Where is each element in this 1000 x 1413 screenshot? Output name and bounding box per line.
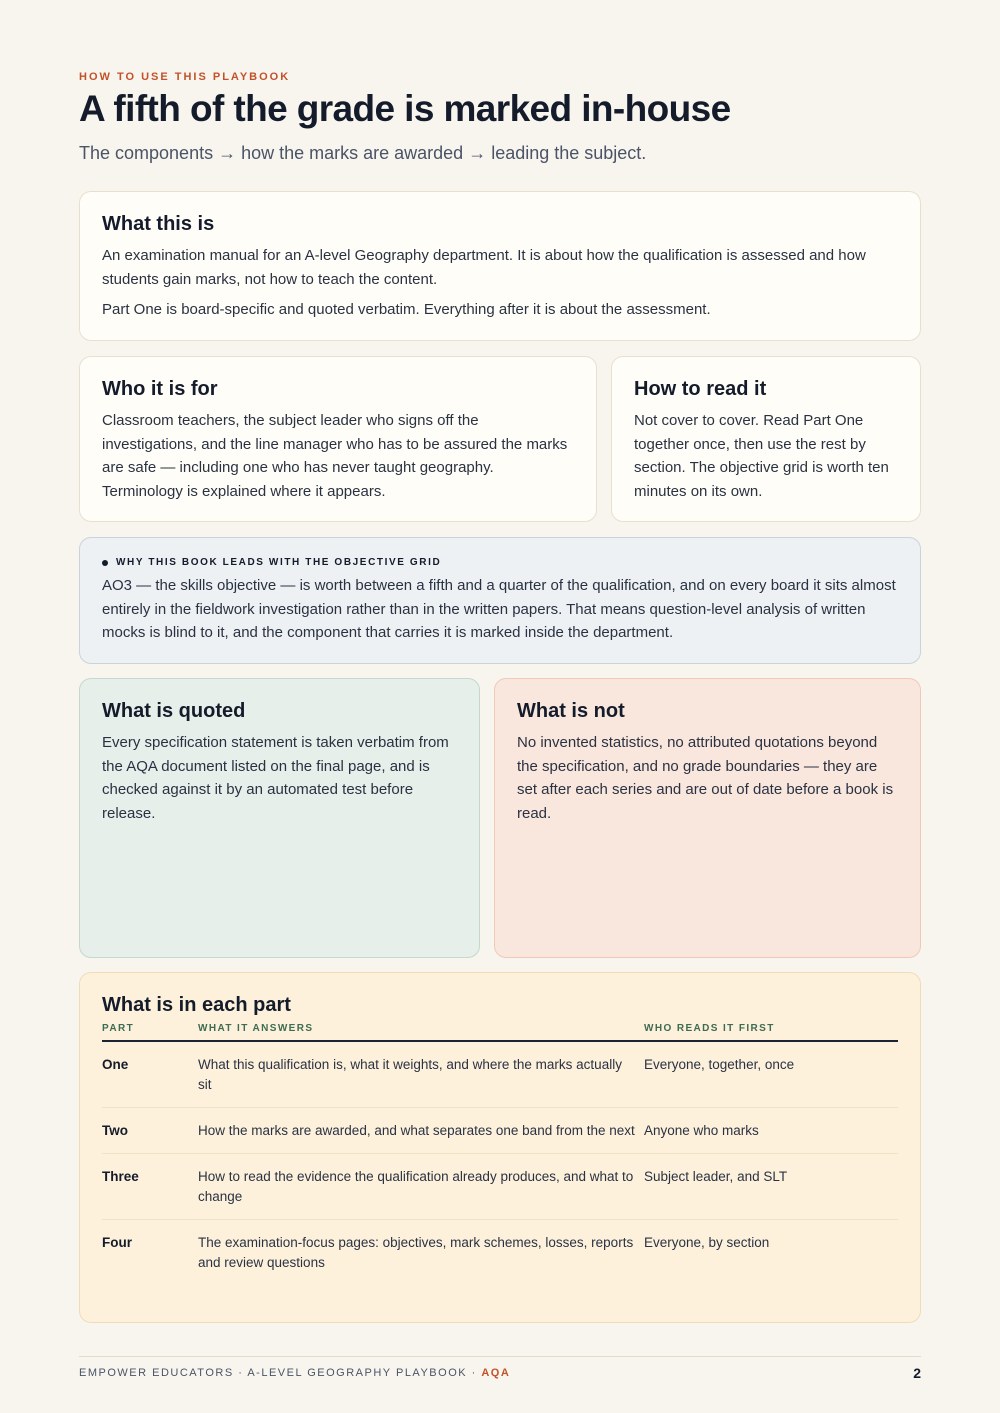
table-row	[102, 1154, 898, 1220]
how-to-read-card	[611, 356, 921, 522]
what-this-is-paragraph: Part One is board-specific and quoted verbatim. Everything after it is about the assessment.	[102, 301, 711, 318]
table-row	[102, 1220, 898, 1286]
reader-cell: Everyone, by section	[644, 1235, 770, 1250]
parts-table	[102, 1023, 898, 1285]
reader-cell: Subject leader, and SLT	[644, 1154, 898, 1220]
why-objective-grid-callout	[79, 537, 921, 664]
page-number: 2	[913, 1365, 921, 1381]
what-is-quoted-body: Every specification statement is taken verbatim from the AQA document listed on the final page, and is checked against it by an automated test before release.	[102, 734, 449, 822]
what-is-not-body: No invented statistics, no attributed quotations beyond the specification, and no grade boundaries — they are set after each series and are out of date before a book is read.	[517, 734, 894, 822]
footer-text	[79, 1367, 510, 1379]
table-row	[102, 1108, 898, 1154]
page-subtitle: The components → how the marks are awarded → leading the subject.	[79, 143, 647, 163]
column-header-part: PART	[102, 1023, 198, 1041]
what-is-not-heading: What is not	[517, 700, 625, 722]
footer-publisher: EMPOWER EDUCATORS · A-LEVEL GEOGRAPHY PLAYBOOK ·	[79, 1367, 482, 1379]
bullet-dot-icon	[102, 560, 108, 566]
footer-divider	[79, 1356, 921, 1357]
who-it-is-for-body: Classroom teachers, the subject leader who signs off the investigations, and the line manager who has to be assured the marks are safe — including one who has never taught geography. Terminology is explained where it appears.	[102, 412, 568, 500]
reader-cell: Anyone who marks	[644, 1108, 898, 1154]
answers-cell: The examination-focus pages: objectives, mark schemes, losses, reports and review questions	[198, 1235, 634, 1270]
answers-cell: How the marks are awarded, and what separates one band from the next	[198, 1108, 644, 1154]
section-kicker: HOW TO USE THIS PLAYBOOK	[79, 71, 291, 83]
how-to-read-body: Not cover to cover. Read Part One together once, then use the rest by section. The objective grid is worth ten minutes on its own.	[634, 412, 889, 500]
callout-label	[102, 557, 898, 568]
who-it-is-for-heading: Who it is for	[102, 378, 218, 400]
what-this-is-heading: What this is	[102, 213, 215, 235]
answers-cell: What this qualification is, what it weights, and where the marks actually sit	[198, 1041, 644, 1108]
footer-board: AQA	[481, 1367, 511, 1379]
column-header-answers: WHAT IT ANSWERS	[198, 1023, 644, 1041]
table-header-row	[102, 1023, 898, 1041]
parts-heading: What is in each part	[102, 994, 291, 1016]
column-header-reader: WHO READS IT FIRST	[644, 1023, 898, 1041]
what-is-quoted-heading: What is quoted	[102, 700, 246, 722]
who-it-is-for-card	[79, 356, 597, 522]
callout-label-text: WHY THIS BOOK LEADS WITH THE OBJECTIVE GRID	[116, 557, 442, 568]
what-is-quoted-card	[79, 678, 480, 958]
reader-cell: Everyone, together, once	[644, 1041, 898, 1108]
table-row	[102, 1041, 898, 1108]
playbook-page	[79, 0, 921, 1413]
page-title: A fifth of the grade is marked in-house	[79, 88, 731, 129]
part-cell: One	[102, 1041, 198, 1108]
part-cell: Three	[102, 1154, 198, 1220]
answers-cell: How to read the evidence the qualification already produces, and what to change	[198, 1154, 644, 1220]
callout-body: AO3 — the skills objective — is worth between a fifth and a quarter of the qualification, and on every board it sits almost entirely in the fieldwork investigation rather than in the written papers. That means question-level analysis of written mocks is blind to it, and the component that carries it is marked inside the department.	[102, 577, 896, 641]
parts-overview-card	[79, 972, 921, 1323]
part-cell: Four	[102, 1235, 132, 1250]
what-this-is-paragraph: An examination manual for an A-level Geography department. It is about how the qualification is assessed and how students gain marks, not how to teach the content.	[102, 247, 866, 288]
what-is-not-card	[494, 678, 921, 958]
how-to-read-heading: How to read it	[634, 378, 767, 400]
part-cell: Two	[102, 1108, 198, 1154]
what-this-is-card	[79, 191, 921, 341]
